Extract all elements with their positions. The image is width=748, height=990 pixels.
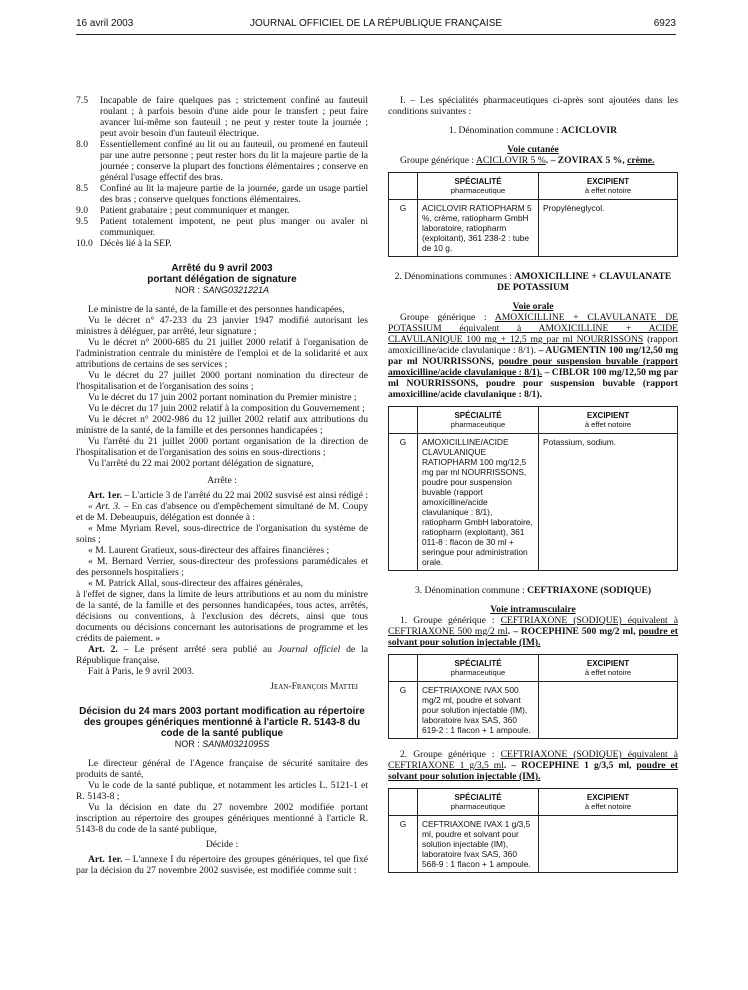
left-column [76,95,368,876]
right-column [388,95,678,873]
generic-group: Groupe générique : ACICLOVIR 5 %. – ZOVIRAX 5 %, crème. [400,155,655,166]
table-header-cell: EXCIPIENT à effet notoire [539,407,678,434]
route-heading: Voie intramusculaire [490,604,576,615]
decision-article-1: Art. 1er. – L'annexe I du répertoire des groupes génériques, tel que fixé par la décision du 27 novembre 2002 susvisée, est modifiée comme suit : [76,854,368,876]
table-cell: Propylèneglycol. [539,200,678,257]
header-rule [76,34,676,35]
arrete-subtitle: portant délégation de signature [147,274,297,285]
arrete-nor: NOR : SANG0321221A [174,285,270,295]
paragraph: Vu l'arrêté du 22 mai 2002 portant délégation de signature, [88,458,314,469]
paragraph: à l'effet de signer, dans la limite de leurs attributions et au nom du ministre de la santé, de la famille et des personnes handicapées, tous actes, arrêtés, décisions ou conventions, à l'exclusion des décrets, ainsi que tous documents ou décisions concernant les autorisations de programme et les crédits de paiement. » [76,589,368,644]
header-journal-title: JOURNAL OFFICIEL DE LA RÉPUBLIQUE FRANÇAISE [249,18,503,29]
table-row [389,816,678,873]
scale-item: 8.5 Confiné au lit la majeure partie de la journée, garde un usage partiel des bras ; conserve quelques fonctions élémentaires. [76,183,368,205]
table-cell: CEFTRIAXONE IVAX 1 g/3,5 ml, poudre et solvant pour solution injectable (IM), laboratoire Ivax SAS, 360 568-9 : 1 flacon + 1 ampoule. [418,816,539,873]
route-heading: Voie cutanée [507,144,559,155]
paragraph: Vu l'arrêté du 21 juillet 2000 portant organisation de la direction de l'hospitalisation et de l'organisation des soins en sous-directions ; [76,436,368,458]
table-header-row [389,407,678,434]
paragraph: Le ministre de la santé, de la famille et des personnes handicapées, [88,304,345,315]
section-heading: 3. Dénomination commune : CEFTRIAXONE (SODIQUE) [414,585,652,596]
decide-label: Décide : [205,839,239,850]
page-header [76,18,676,32]
intro-paragraph: I. – Les spécialités pharmaceutiques ci-après sont ajoutées dans les conditions suivantes : [388,95,678,117]
table-header-row [389,789,678,816]
section-heading: 2. Dénominations communes : AMOXICILLINE + CLAVULANATE DE POTASSIUM [394,271,672,293]
paragraph: Vu le décret n° 47-233 du 23 janvier 1947 modifié autorisant les ministres à déléguer, par arrêté, leur signature ; [76,315,368,337]
table-header-row [389,173,678,200]
table-header-cell [389,789,418,816]
scale-item: 8.0 Essentiellement confiné au lit ou au fauteuil, ou promené en fauteuil par une autre personne ; peut rester hors du lit la majeure partie de la journée ; conserve la plupart des fonctions élémentaires ; conserve en général l'usage effectif des bras. [76,139,368,183]
table-cell: AMOXICILLINE/ACIDE CLAVULANIQUE RATIOPHARM 100 mg/12,5 mg par ml NOURRISSONS, poudre pour suspension buvable (rapport amoxicilline/acide clavulanique : 8/1), ratiopharm GmbH laboratoire, ratiopharm (exploitant), 361 011-8 : flacon de 30 ml + seringue pour administration orale. [418,434,539,571]
generic-group: Groupe générique : AMOXICILLINE + CLAVULANATE DE POTASSIUM équivalent à AMOXICILLINE + ACIDE CLAVULANIQUE 100 mg + 12,5 mg par ml NOURRISSONS (rapport amoxicilline/acide clavulanique : 8/1). – AUGMENTIN 100 mg/12,50 mg par ml NOURRISSONS, poudre pour suspension buvable (rapport amoxicilline/acide clavulanique : 8/1). – CIBLOR 100 mg/12,50 mg par ml NOURRISSONS, poudre pour suspension buvable (rapport amoxicilline/acide clavulanique : 8/1). [388,312,679,400]
table-header-cell: SPÉCIALITÉ pharmaceutique [418,173,539,200]
header-date: 16 avril 2003 [76,18,134,29]
table-cell: G [389,682,418,739]
scale-item: 9.0 Patient grabataire ; peut communiquer et manger. [76,205,290,216]
signature: Jean-François Mattei [270,681,358,692]
scale-item: 9.5 Patient totalement impotent, ne peut plus manger ou avaler ni communiquer. [76,216,368,238]
paragraph: Vu le décret du 27 juillet 2000 portant nomination du directeur de l'hospitalisation et de l'organisation des soins ; [76,370,368,392]
table-row [389,434,678,571]
generic-group: 1. Groupe générique : CEFTRIAXONE (SODIQUE) équivalent à CEFTRIAXONE 500 mg/2 ml. – ROCEPHINE 500 mg/2 ml, poudre et solvant pour solution injectable (IM). [388,615,679,648]
disability-scale-list [76,95,368,249]
specialty-table [388,172,678,257]
generic-group: 2. Groupe générique : CEFTRIAXONE (SODIQUE) équivalent à CEFTRIAXONE 1 g/3,5 ml. – ROCEPHINE 1 g/3,5 ml, poudre et solvant pour solution injectable (IM). [388,749,678,782]
article-2: Art. 2. – Le présent arrêté sera publié au Journal officiel de la République française. [76,644,368,666]
decision-nor: NOR : SANM0321095S [174,739,270,749]
specialty-table [388,654,678,739]
table-row [389,200,678,257]
table-header-cell: EXCIPIENT à effet notoire [539,173,678,200]
table-cell: G [389,816,418,873]
paragraph: Vu le décret du 17 juin 2002 relatif à la composition du Gouvernement ; [88,403,365,414]
arrete-label: Arrête : [207,475,237,486]
route-heading: Voie orale [512,301,554,312]
paragraph: Le directeur général de l'Agence française de sécurité sanitaire des produits de santé, [76,758,368,780]
scale-item: 7.5 Incapable de faire quelques pas ; strictement confiné au fauteuil roulant ; à parfois besoin d'une aide pour le transfert ; peut faire avancer lui-même son fauteuil ; ne peut y rester toute la journée ; peut avoir besoin d'un fauteuil électrique. [76,95,368,139]
decision-title: Décision du 24 mars 2003 portant modification au répertoire des groupes génériques mentionné à l'article R. 5143-8 du code de la santé publique [79,706,365,739]
specialty-table [388,406,678,571]
table-cell: G [389,200,418,257]
table-cell [539,816,678,873]
table-header-cell [389,655,418,682]
arrete-title: Arrêté du 9 avril 2003 [171,263,273,274]
done-at: Fait à Paris, le 9 avril 2003. [88,666,195,677]
table-header-cell [389,407,418,434]
table-cell: ACICLOVIR RATIOPHARM 5 %, crème, ratiopharm GmbH laboratoire, ratiopharm (exploitant), 361 238-2 : tube de 10 g. [418,200,539,257]
header-page-number: 6923 [653,18,676,29]
table-cell [539,682,678,739]
paragraph: Vu le code de la santé publique, et notamment les articles L. 5121-1 et R. 5143-8 ; [76,780,368,802]
table-header-cell [389,173,418,200]
scale-item: 10.0 Décès lié à la SEP. [76,238,172,249]
paragraph: Vu le décret du 17 juin 2002 portant nomination du Premier ministre ; [88,392,357,403]
table-header-row [389,655,678,682]
paragraph: Vu le décret n° 2000-685 du 21 juillet 2000 relatif à l'organisation de l'administration centrale du ministère de l'emploi et de la solidarité et aux attributions de certains de ses services ; [76,337,368,370]
specialty-table [388,788,678,873]
table-header-cell: SPÉCIALITÉ pharmaceutique [418,655,539,682]
table-header-cell: SPÉCIALITÉ pharmaceutique [418,407,539,434]
paragraph: Vu la décision en date du 27 novembre 2002 modifiée portant inscription au répertoire des groupes génériques mentionné à l'article R. 5143-8 du code de la santé publique, [76,802,368,835]
paragraph: Vu le décret n° 2002-986 du 12 juillet 2002 relatif aux attributions du ministre de la santé, de la famille et des personnes handicapées ; [76,414,368,436]
table-header-cell: EXCIPIENT à effet notoire [539,789,678,816]
table-header-cell: SPÉCIALITÉ pharmaceutique [418,789,539,816]
table-cell: Potassium, sodium. [539,434,678,571]
section-heading: 1. Dénomination commune : ACICLOVIR [448,125,618,136]
delegate-item: « Mme Myriam Revel, sous-directrice de l'organisation du système de soins ; [76,523,368,545]
delegate-item: « M. Patrick Allal, sous-directeur des affaires générales, [88,578,304,589]
delegate-item: « M. Laurent Gratieux, sous-directeur des affaires financières ; [88,545,330,556]
table-cell: CEFTRIAXONE IVAX 500 mg/2 ml, poudre et solvant pour solution injectable (IM), laboratoire Ivax SAS, 360 619-2 : 1 flacon + 1 ampoule. [418,682,539,739]
article-3-quote: « Art. 3. – En cas d'absence ou d'empêchement simultané de M. Coupy et de M. Debeaupuis, délégation est donnée à : [76,501,368,523]
table-header-cell: EXCIPIENT à effet notoire [539,655,678,682]
table-row [389,682,678,739]
delegate-item: « M. Bernard Verrier, sous-directeur des professions paramédicales et des personnels hospitaliers ; [76,556,368,578]
article-1: Art. 1er. – L'article 3 de l'arrêté du 22 mai 2002 susvisé est ainsi rédigé : [88,490,368,501]
table-cell: G [389,434,418,571]
